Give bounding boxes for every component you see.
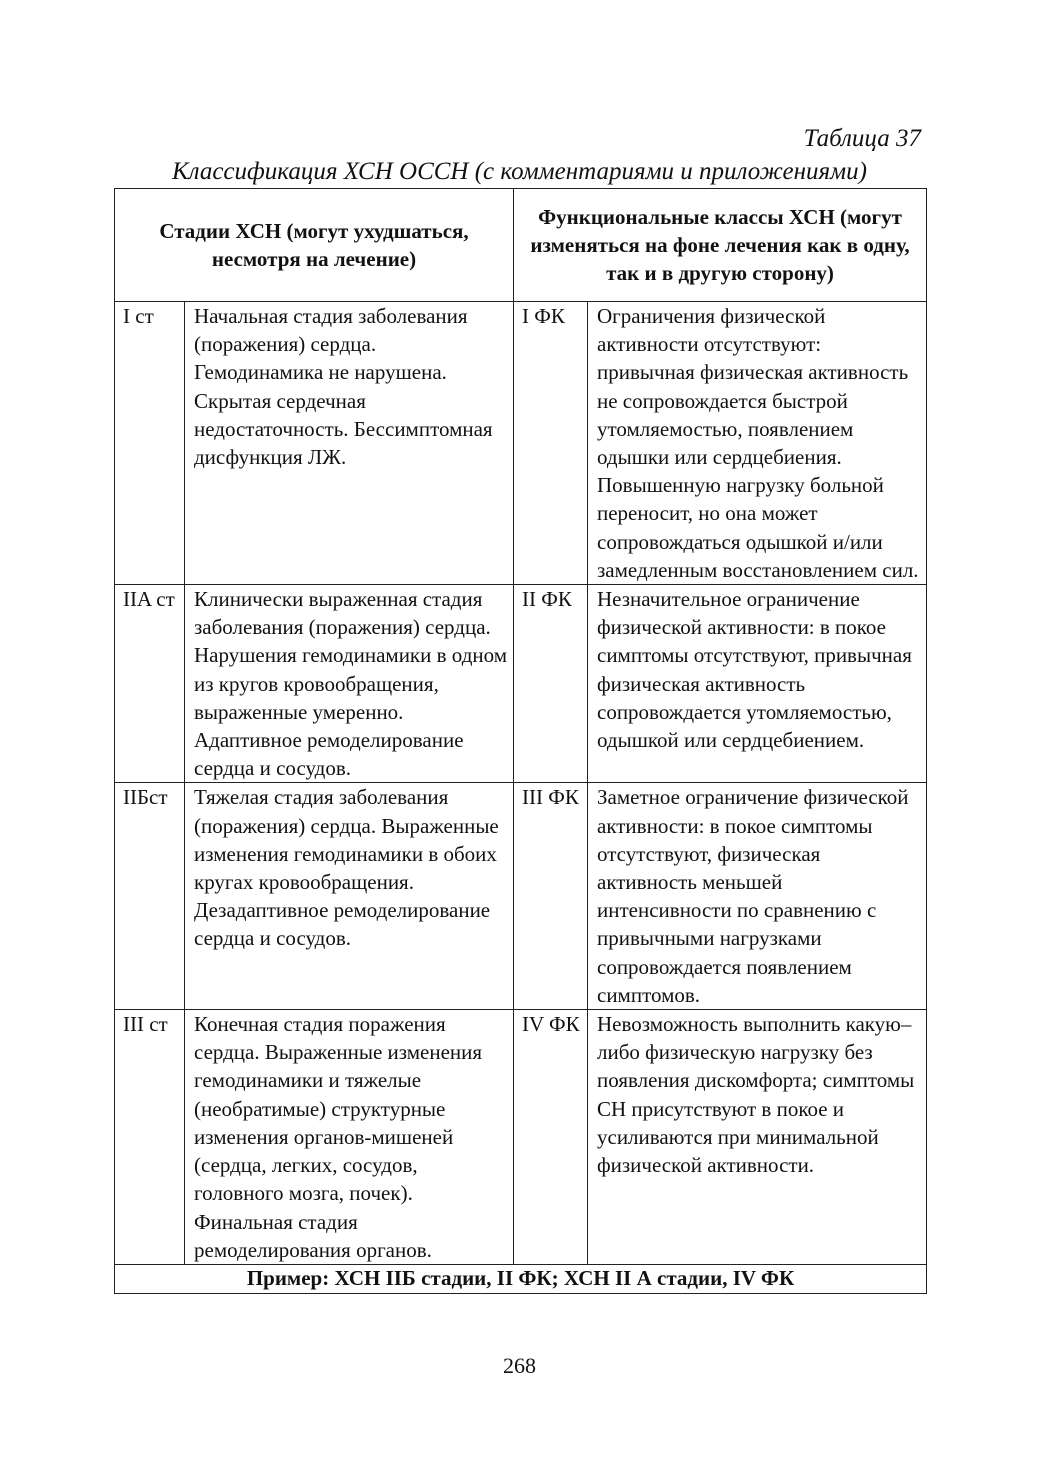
fc-description: Заметное ограничение физической активности: в покое симптомы отсутствуют, физическая активность меньшей интенсивности по сравнению с привычными нагрузками сопровождается появлением симптомов.: [588, 783, 927, 1010]
fc-description: Невозможность выполнить какую–либо физическую нагрузку без появления дискомфорта; симптомы СН присутствуют в покое и усиливаются при минимальной физической активности.: [588, 1010, 927, 1265]
example-row: [115, 1264, 927, 1293]
stage-description: Тяжелая стадия заболевания (поражения) сердца. Выраженные изменения гемодинамики в обоих кругах кровообращения. Дезадаптивное ремоделирование сердца и сосудов.: [185, 783, 514, 1010]
fc-description: Незначительное ограничение физической активности: в покое симптомы отсутствуют, привычная физическая активность сопровождается утомляемостью, одышкой или сердцебиением.: [588, 585, 927, 783]
stage-code: III ст: [115, 1010, 185, 1265]
table-number: Таблица 37: [803, 125, 921, 152]
example-text: Пример: ХСН IIБ стадии, II ФК; ХСН II А стадии, IV ФК: [115, 1264, 927, 1293]
stage-description: Конечная стадия поражения сердца. Выраженные изменения гемодинамики и тяжелые (необратимые) структурные изменения органов-мишеней (сердца, легких, сосудов, головного мозга, почек). Финальная стадия ремоделирования органов.: [185, 1010, 514, 1265]
fc-code: III ФК: [514, 783, 588, 1010]
table-title: Классификация ХСН ОССН (с комментариями и приложениями): [172, 158, 867, 185]
header-classes: Функциональные классы ХСН (могут изменяться на фоне лечения как в одну, так и в другую сторону): [514, 189, 927, 302]
fc-code: IV ФК: [514, 1010, 588, 1265]
header-row: [115, 189, 927, 302]
stage-description: Начальная стадия заболевания (поражения) сердца. Гемодинамика не нарушена. Скрытая сердечная недостаточность. Бессимптомная дисфункция ЛЖ.: [185, 302, 514, 585]
stage-code: IIБст: [115, 783, 185, 1010]
fc-code: I ФК: [514, 302, 588, 585]
fc-code: II ФК: [514, 585, 588, 783]
stage-code: IIA ст: [115, 585, 185, 783]
table-row: [115, 585, 927, 783]
classification-table: [114, 188, 927, 1294]
fc-description: Ограничения физической активности отсутствуют: привычная физическая активность не сопровождается быстрой утомляемостью, появлением одышки или сердцебиения. Повышенную нагрузку больной переносит, но она может сопровождаться одышкой и/или замедленным восстановлением сил.: [588, 302, 927, 585]
header-stages: Стадии ХСН (могут ухудшаться, несмотря на лечение): [115, 189, 514, 302]
stage-code: I ст: [115, 302, 185, 585]
table-row: [115, 783, 927, 1010]
stage-description: Клинически выраженная стадия заболевания (поражения) сердца. Нарушения гемодинамики в одном из кругов кровообращения, выраженные умеренно. Адаптивное ремоделирование сердца и сосудов.: [185, 585, 514, 783]
table-row: [115, 302, 927, 585]
page-number: 268: [503, 1353, 536, 1378]
table-row: [115, 1010, 927, 1265]
